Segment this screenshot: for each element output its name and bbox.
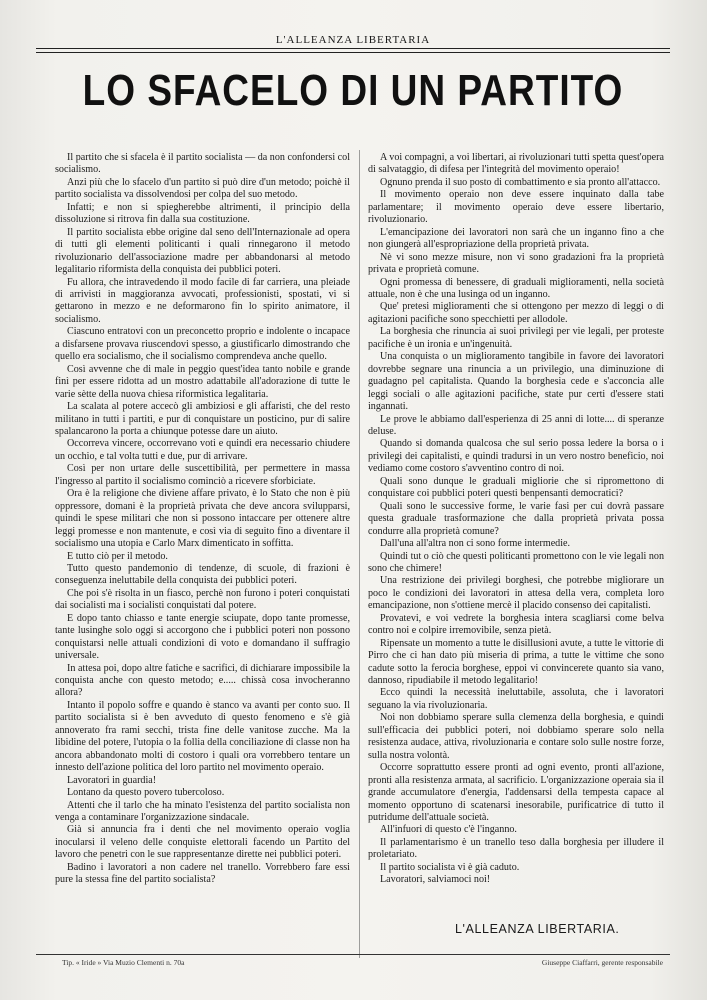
paragraph: Badino i lavoratori a non cadere nel tranello. Vorrebbero fare essi pure la stessa fine del partito socialista? <box>55 861 350 886</box>
footer-rule <box>36 954 670 955</box>
paragraph: Anzi più che lo sfacelo d'un partito si può dire d'un metodo; poichè il partito socialista va dissolvendosi per colpa del suo metodo. <box>55 176 350 201</box>
paragraph: La scalata al potere accecò gli ambiziosi e gli affaristi, che del resto militano in tutti i partiti, e pur di conquistare un posticino, pur di salire spalancarono la porta a chiunque potesse dare un aiuto. <box>55 401 350 437</box>
column-divider <box>359 150 360 958</box>
manager-credit: Giuseppe Ciaffarri, gerente responsabile <box>541 958 663 967</box>
signature: L'ALLEANZA LIBERTARIA. <box>455 922 620 936</box>
paragraph: Lavoratori in guardia! <box>67 774 157 786</box>
paragraph: In attesa poi, dopo altre fatiche e sacrifici, di dichiarare impossibile la conquista anche con questo metodo; e..... chissà cosa invocheranno allora? <box>55 662 350 699</box>
printer-credit: Tip. « Iride » Via Muzio Clementi n. 70a <box>62 958 185 967</box>
left-column <box>55 152 350 887</box>
paragraph: Lontano da questo povero tubercoloso. <box>67 787 225 799</box>
paragraph: Ecco quindi la necessità ineluttabile, assoluta, che i lavoratori seguano la via rivoluzionaria. <box>368 687 664 711</box>
paragraph: Nè vi sono mezze misure, non vi sono gradazioni fra la proprietà privata e proprietà comune. <box>368 251 664 276</box>
paragraph: Quindi tut o ciò che questi politicanti promettono con le vie legali non sono che chimere! <box>368 550 664 574</box>
paragraph: Una conquista o un miglioramento tangibile in favore dei lavoratori dovrebbe segnare una rinuncia a un privilegio, una diminuzione di guadagno pel capitalista. Quando la borghesia cede e s'acconcia alle leggi sociali o alle agitazioni pacifiche, state pur certi d'essere stati ingannati. <box>368 351 664 413</box>
paragraph: Le prove le abbiamo dall'esperienza di 25 anni di lotte.... di speranze deluse. <box>368 413 664 437</box>
paragraph: Lavoratori, salviamoci noi! <box>380 874 491 886</box>
paragraph: Il partito che si sfacela è il partito socialista — da non confondersi col socialismo. <box>55 152 350 176</box>
paragraph: Il movimento operaio non deve essere inquinato dalla tabe parlamentare; il movimento operaio deve essere libertario, rivoluzionario. <box>368 189 664 226</box>
paragraph: Que' pretesi miglioramenti che si ottengono per mezzo di leggi o di agitazioni pacifiche sono specchietti per allodole. <box>368 301 664 325</box>
paragraph: Fu allora, che intravedendo il modo facile di far carriera, una pleiade di arrivisti in maggioranza avvocati, professionisti, spostati, vi si gettarono in mezzo e ne deformarono fin lo spirito animatore, il socialismo. <box>55 276 350 325</box>
paragraph: Il partito socialista vi è già caduto. <box>380 861 520 873</box>
paragraph: Il partito socialista ebbe origine dal seno dell'Internazionale ad opera di tutti gli elementi politicanti i quali rinnegarono il metodo rivoluzionario dell'associazione madre per abbandonarsi al metodo legalitario riformista della conquista dei pubblici poteri. <box>55 226 350 276</box>
paragraph: Attenti che il tarlo che ha minato l'esistenza del partito socialista non venga a contaminare l'organizzazione sindacale. <box>55 799 350 824</box>
paragraph: L'emancipazione dei lavoratori non sarà che un inganno fino a che non giungerà all'espropriazione della proprietà privata. <box>368 226 664 251</box>
paragraph: Ognuno prenda il suo posto di combattimento e sia pronto all'attacco. <box>380 176 661 188</box>
paragraph: Già si annuncia fra i denti che nel movimento operaio voglia inocularsi il veleno delle conquiste elettorali facendo un Partito del lavoro che penetri con le sue rappresentanze dirette nei pubblici poteri. <box>55 824 350 861</box>
paragraph: Tutto questo pandemonio di tendenze, di scuole, di frazioni è conseguenza ineluttabile della conquista dei pubblici poteri. <box>55 562 350 587</box>
paragraph: Così per non urtare delle suscettibilità, per permettere in massa l'ingresso al partito il socialismo cominciò a ricevere sforbiciate. <box>55 463 350 487</box>
paragraph: Intanto il popolo soffre e quando è stanco va avanti per conto suo. Il partito socialista si è ben avveduto di questo fenomeno e s'è già annoverato fra rami secchi, trista fine delle vanitose zucche. Ma la libidine del potere, l'utopia o la follia della conciliazione di classe non ha ancora abbandonato molti di costoro i quali ora vorrebbero tentare un innesto dell'azione politica del loro partito nel movimento operaio. <box>55 699 350 774</box>
right-column <box>368 152 664 887</box>
masthead: L'ALLEANZA LIBERTARIA <box>36 34 670 49</box>
paragraph: Dall'una all'altra non ci sono forme intermedie. <box>380 538 571 550</box>
paragraph: Ripensate un momento a tutte le disillusioni avute, a tutte le vittorie di Pirro che ci han dato più miseria di prima, a tutte le vittime che sono cadute sotto la ferocia borghese, eppoi vi convincerete quanto sia vano, dannoso, ripudiabile il metodo legalitario! <box>368 637 664 687</box>
paragraph: E tutto ciò per il metodo. <box>67 550 168 562</box>
paragraph: A voi compagni, a voi libertari, ai rivoluzionari tutti spetta quest'opera di salvataggio, di difesa per l'integrità del movimento operaio! <box>368 152 664 176</box>
paragraph: Così avvenne che di male in peggio quest'idea tanto nobile e grande finì per essere ridotta ad un mostro adattabile all'adorazione di tutte le varie sètte della nuova chiesa riformistica legalitaria. <box>55 363 350 400</box>
paragraph: Occorre soprattutto essere pronti ad ogni evento, pronti all'azione, pronti alla resistenza armata, al sacrificio. L'organizzazione operaia sia il grande accumulatore d'energia, l'addensarsi della tempesta capace al momento opportuno di scatenarsi inesorabile, purificatrice di tutto il putridume dell'attuale società. <box>368 762 664 824</box>
paragraph: Quali sono dunque le graduali migliorie che si ripromettono di conquistare coi pubblici poteri questi benpensanti democratici? <box>368 475 664 500</box>
paragraph: Occorreva vincere, occorrevano voti e quindi era necessario chiudere un occhio, e tal volta tutti e due, pur di arrivare. <box>55 438 350 462</box>
paragraph: Una restrizione dei privilegi borghesi, che potrebbe migliorare un poco le condizioni dei lavoratori in attesa della vera, completa loro emancipazione, non s'ottiene mercè il placido consenso dei capitalisti. <box>368 575 664 612</box>
paragraph: Ogni promessa di benessere, di graduali miglioramenti, nella società attuale, non è che una lusinga od un inganno. <box>368 276 664 300</box>
paragraph: Noi non dobbiamo sperare sulla clemenza della borghesia, e quindi sull'efficacia dei pubblici poteri, noi dobbiamo sperare solo nella resistenza audace, attiva, rivoluzionaria e contare solo sulle nostre forze, sulla nostra volontà. <box>368 712 664 761</box>
paragraph: La borghesia che rinuncia ai suoi privilegi per vie legali, per proteste pacifiche è un ironia e un'ingenuità. <box>368 326 664 350</box>
paragraph: Ciascuno entratovi con un preconcetto proprio e indolente o incapace a disfarsene provava riuscendovi spesso, a giustificarlo dimostrando che quello era socialismo, che il socialismo comprendeva anche quello. <box>55 326 350 363</box>
paragraph: Quali sono le successive forme, le varie fasi per cui dovrà passare questa graduale trasformazione che dalla proprietà privata possa condurre alla proprietà comune? <box>368 500 664 537</box>
paragraph: Ora è la religione che diviene affare privato, è lo Stato che non è più oppressore, domani è la proprietà privata che deve ancora svilupparsi, quindi le spese militari che non si possono intaccare per ottenere altre leggi promesse e non mantenute, e così via di seguito fino a diventare il socialismo una utopia e Carlo Marx dimenticato in soffitta. <box>55 488 350 550</box>
paragraph: Provatevi, e voi vedrete la borghesia intera scagliarsi come belva contro noi e colpire irremovibile, senza pietà. <box>368 612 664 637</box>
paragraph: Che poi s'è risolta in un fiasco, perchè non furono i poteri conquistati dai socialisti ma i socialisti conquistati dal potere. <box>55 587 350 612</box>
article-title: LO SFACELO DI UN PARTITO <box>82 66 624 115</box>
paragraph: All'infuori di questo c'è l'inganno. <box>380 824 517 836</box>
paragraph: Infatti; e non si spiegherebbe altrimenti, il principio della dissoluzione si ritrova fin dalla sua costituzione. <box>55 201 350 226</box>
paragraph: E dopo tanto chiasso e tante energie sciupate, dopo tante promesse, tante lusinghe solo oggi si accorgono che i pubblici poteri non possono conquistarsi nelle attuali condizioni di voto e domandano il suffragio universale. <box>55 612 350 662</box>
paragraph: Il parlamentarismo è un tranello teso dalla borghesia per illudere il proletariato. <box>368 836 664 861</box>
masthead-rule <box>36 52 670 53</box>
paragraph: Quando si domanda qualcosa che sul serio possa ledere la borsa o i privilegi dei capitalisti, e quindi tradursi in un vero nostro beneficio, noi vediamo come costoro s'avventino contro di noi. <box>368 438 664 475</box>
